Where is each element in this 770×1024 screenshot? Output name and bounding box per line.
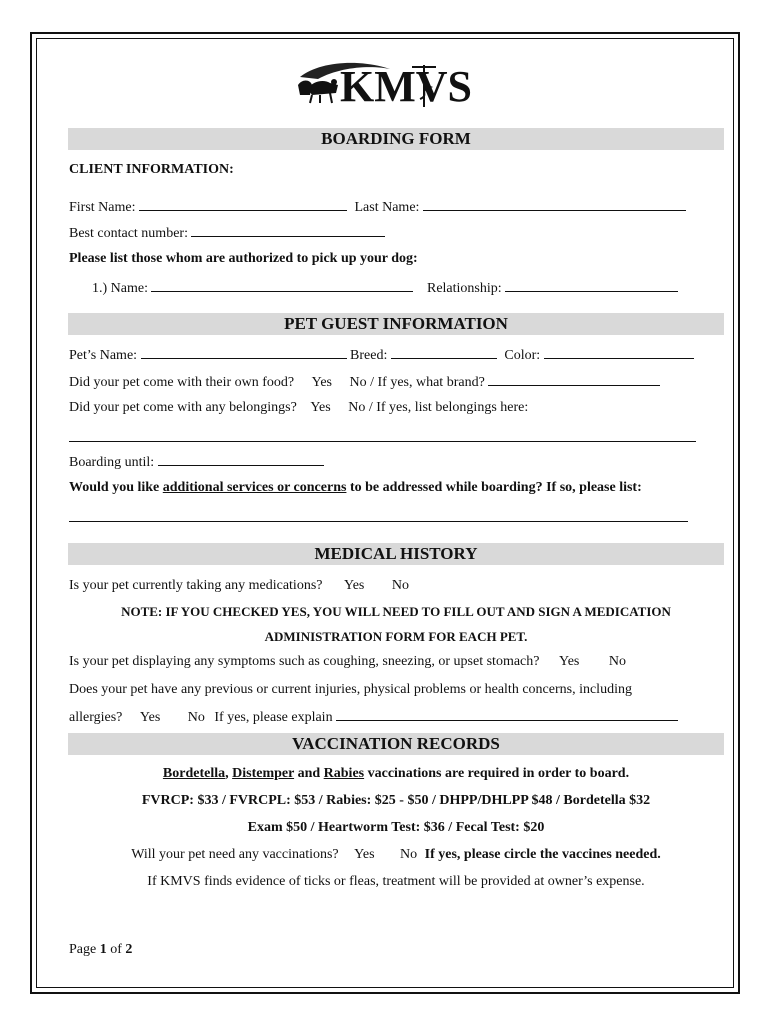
food-yes-option[interactable]: Yes: [311, 375, 332, 390]
injuries-question: Does your pet have any previous or current injuries, physical problems or health concerns, including: [69, 682, 632, 697]
food-no-option[interactable]: No / If yes, what brand?: [349, 375, 485, 390]
medication-note-line2: ADMINISTRATION FORM FOR EACH PET.: [264, 629, 528, 644]
belongings-line[interactable]: [69, 441, 696, 442]
medications-question: Is your pet currently taking any medications?: [69, 578, 323, 593]
breed-field[interactable]: [391, 345, 497, 359]
vaccine-prices-line1: FVRCP: $33 / FVRCPL: $53 / Rabies: $25 - $50 / DHPP/DHLPP $48 / Bordetella $32: [141, 793, 651, 808]
last-name-label: Last Name:: [354, 200, 420, 215]
first-name-label: First Name:: [69, 200, 136, 215]
belongings-question: Did your pet come with any belongings?: [69, 400, 297, 415]
allergies-no-option[interactable]: No: [187, 710, 205, 725]
vaccines-no-option[interactable]: No: [400, 847, 418, 862]
medication-note-line1: NOTE: IF YOU CHECKED YES, YOU WILL NEED TO FILL OUT AND SIGN A MEDICATION: [121, 604, 671, 619]
food-row: [69, 372, 660, 392]
explain-field[interactable]: [336, 707, 678, 721]
boarding-until-row: [69, 452, 324, 472]
symptoms-yes-option[interactable]: Yes: [558, 654, 580, 669]
client-information-heading: CLIENT INFORMATION:: [69, 162, 234, 177]
contact-label: Best contact number:: [69, 226, 188, 241]
section-vaccination-records: VACCINATION RECORDS: [68, 733, 724, 755]
authorized-pickup-heading: Please list those whom are authorized to pick up your dog:: [69, 251, 418, 266]
section-boarding-form: BOARDING FORM: [68, 128, 724, 150]
symptoms-question: Is your pet displaying any symptoms such as coughing, sneezing, or upset stomach?: [69, 654, 540, 669]
authorized-name-label: 1.) Name:: [92, 281, 148, 296]
pet-name-field[interactable]: [141, 345, 347, 359]
contact-row: [69, 223, 385, 243]
explain-label: If yes, please explain: [214, 710, 333, 725]
allergies-row: [69, 707, 678, 727]
relationship-label: Relationship:: [426, 281, 502, 296]
contact-field[interactable]: [191, 223, 385, 237]
vaccines-needed-row: [68, 846, 724, 864]
authorized-name-field[interactable]: [151, 278, 413, 292]
belongings-yes-option[interactable]: Yes: [310, 400, 331, 415]
additional-services-question: Would you like additional services or concerns to be addressed while boarding? If so, please list:: [69, 480, 642, 495]
section-pet-guest-information: PET GUEST INFORMATION: [68, 313, 724, 335]
color-field[interactable]: [544, 345, 694, 359]
first-name-field[interactable]: [139, 197, 347, 211]
food-brand-field[interactable]: [488, 372, 660, 386]
page-number: Page 1 of 2: [69, 942, 133, 957]
belongings-no-option[interactable]: No / If yes, list belongings here:: [348, 400, 529, 415]
symptoms-no-option[interactable]: No: [608, 654, 626, 669]
name-row: [69, 197, 686, 217]
logo-wordmark: KMVS: [340, 62, 472, 111]
last-name-field[interactable]: [423, 197, 686, 211]
symptoms-row: [69, 653, 626, 671]
ticks-fleas-note: If KMVS finds evidence of ticks or fleas, treatment will be provided at owner’s expense.: [147, 874, 645, 889]
allergies-yes-option[interactable]: Yes: [139, 710, 161, 725]
vaccines-needed-question: Will your pet need any vaccinations?: [131, 847, 339, 862]
vaccines-yes-option[interactable]: Yes: [354, 847, 375, 862]
section-medical-history: MEDICAL HISTORY: [68, 543, 724, 565]
belongings-row: [69, 399, 528, 417]
food-question: Did your pet come with their own food?: [69, 375, 295, 390]
medications-yes-option[interactable]: Yes: [343, 578, 365, 593]
vaccination-requirement: Bordetella, Distemper and Rabies vaccinations are required in order to board.: [162, 766, 630, 781]
boarding-until-label: Boarding until:: [69, 455, 155, 470]
vaccine-prices-line2: Exam $50 / Heartworm Test: $36 / Fecal Test: $20: [247, 820, 545, 835]
pet-name-label: Pet’s Name:: [69, 348, 138, 363]
relationship-field[interactable]: [505, 278, 678, 292]
services-line[interactable]: [69, 521, 688, 522]
breed-label: Breed:: [350, 348, 388, 363]
color-label: Color:: [504, 348, 541, 363]
medications-row: [69, 577, 409, 595]
circle-vaccines-instruction: If yes, please circle the vaccines needed.: [424, 847, 661, 862]
pet-details-row: [69, 345, 694, 365]
allergies-label: allergies?: [69, 710, 123, 725]
authorized-name-row: [92, 278, 678, 298]
medications-no-option[interactable]: No: [391, 578, 409, 593]
boarding-until-field[interactable]: [158, 452, 324, 466]
